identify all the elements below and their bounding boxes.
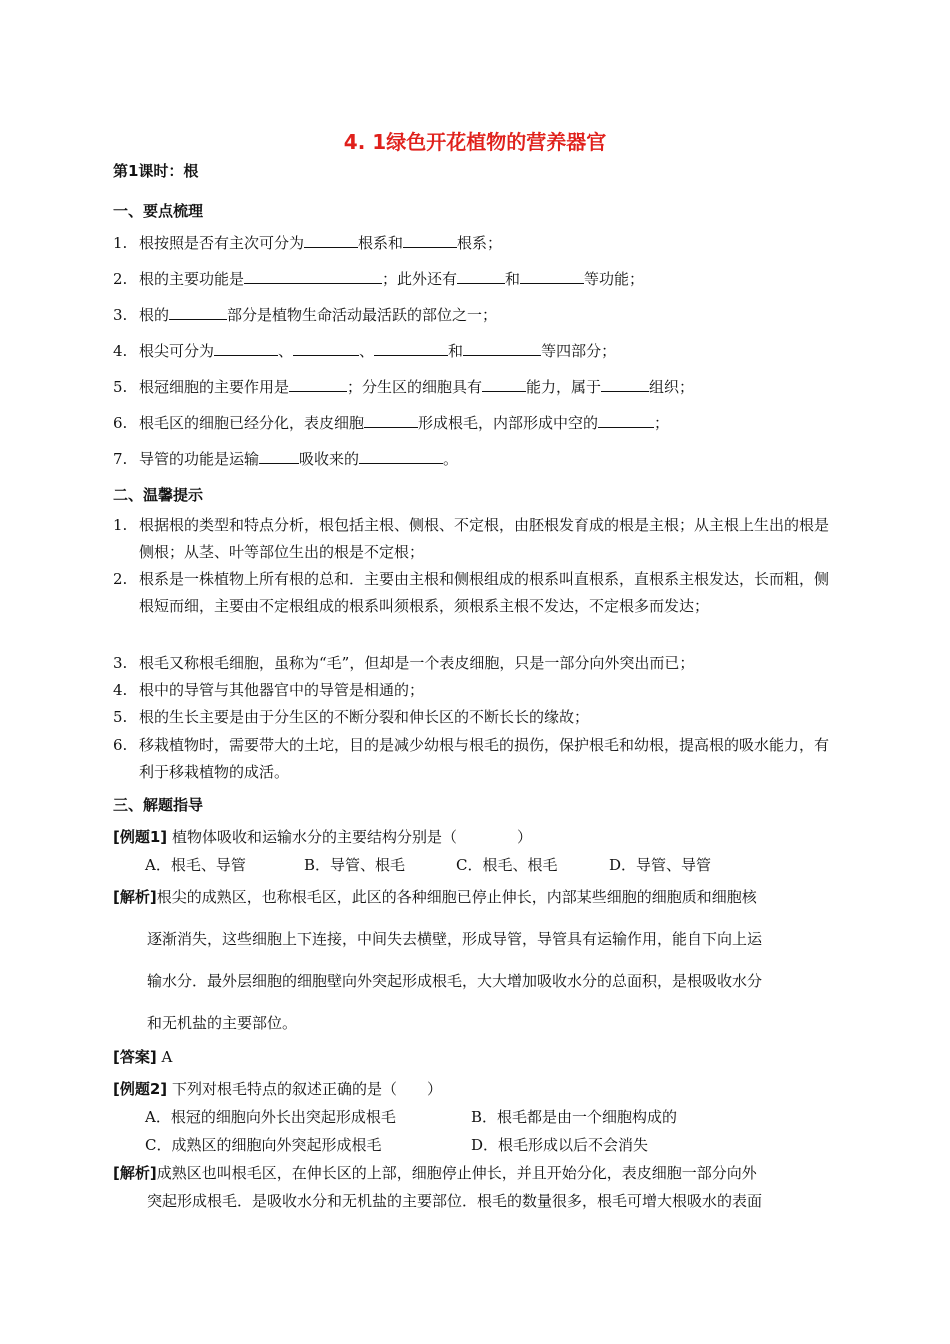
example2-option-d: D．根毛形成以后不会消失 xyxy=(471,1136,649,1154)
section3-heading: 三、解题指导 xyxy=(113,796,204,814)
page-title: 4. 1绿色开花植物的营养器官 xyxy=(343,130,607,154)
example1-option-b: B．导管、根毛 xyxy=(304,856,406,874)
s1-item-7: 7. 导管的功能是运输 吸收来的 。 xyxy=(113,450,459,468)
fill-blank[interactable] xyxy=(463,340,541,356)
s1-item-5: 5. 根冠细胞的主要作用是 ；分生区的细胞具有 能力，属于 组织； xyxy=(113,378,695,396)
example1-analysis-line2: 逐渐消失，这些细胞上下连接，中间失去横壁，形成导管，导管具有运输作用，能自下向上运 xyxy=(147,930,763,948)
fill-blank[interactable] xyxy=(244,268,382,284)
example1-analysis-line4: 和无机盐的主要部位。 xyxy=(147,1014,298,1032)
fill-blank[interactable] xyxy=(520,268,584,284)
example1-option-c: C．根毛、根毛 xyxy=(456,856,558,874)
tip-item: 5. 根的生长主要是由于分生区的不断分裂和伸长区的不断长长的缘故； xyxy=(113,708,590,726)
s1-item-3: 3. 根的 部分是植物生命活动最活跃的部位之一； xyxy=(113,306,498,324)
example1-answer: [答案] A xyxy=(113,1048,173,1066)
s1-item-4: 4. 根尖可分为 、 、 和 等四部分； xyxy=(113,342,617,360)
lesson-subtitle: 第1课时：根 xyxy=(113,162,199,180)
s1-item-1: 1. 根按照是否有主次可分为 根系和 根系； xyxy=(113,234,503,252)
fill-blank[interactable] xyxy=(359,448,443,464)
example1-analysis-line3: 输水分．最外层细胞的细胞壁向外突起形成根毛，大大增加吸收水分的总面积，是根吸收水分 xyxy=(147,972,763,990)
fill-blank[interactable] xyxy=(289,376,347,392)
tip-item: 2. 根系是一株植物上所有根的总和．主要由主根和侧根组成的根系叫直根系，直根系主根发达，长而粗，侧根短而细，主要由不定根组成的根系叫须根系，须根系主根不发达，不定根多而发达； xyxy=(113,570,830,615)
fill-blank[interactable] xyxy=(598,412,654,428)
fill-blank[interactable] xyxy=(601,376,649,392)
fill-blank[interactable] xyxy=(293,340,359,356)
fill-blank[interactable] xyxy=(482,376,526,392)
example2-analysis-line2: 突起形成根毛．是吸收水分和无机盐的主要部位．根毛的数量很多，根毛可增大根吸水的表面 xyxy=(147,1192,763,1210)
section1-heading: 一、要点梳理 xyxy=(113,202,204,220)
tip-item: 4. 根中的导管与其他器官中的导管是相通的； xyxy=(113,681,425,699)
s1-item-2: 2. 根的主要功能是 ；此外还有 和 等功能； xyxy=(113,270,645,288)
example1-question: [例题1] 植物体吸收和运输水分的主要结构分别是（ ） xyxy=(113,828,532,846)
example1-option-a: A．根毛、导管 xyxy=(145,856,246,874)
fill-blank[interactable] xyxy=(259,448,299,464)
fill-blank[interactable] xyxy=(457,268,505,284)
example1-analysis-line1: [解析]根尖的成熟区，也称根毛区，此区的各种细胞已停止伸长，内部某些细胞的细胞质和细胞核 xyxy=(113,888,757,906)
example1-option-d: D．导管、导管 xyxy=(609,856,712,874)
fill-blank[interactable] xyxy=(364,412,418,428)
fill-blank[interactable] xyxy=(169,304,227,320)
tip-item: 3. 根毛又称根毛细胞，虽称为“毛”，但却是一个表皮细胞，只是一部分向外突出而已； xyxy=(113,654,695,672)
example2-option-a: A．根冠的细胞向外长出突起形成根毛 xyxy=(145,1108,396,1126)
fill-blank[interactable] xyxy=(374,340,448,356)
tip-item: 6. 移栽植物时，需要带大的土坨，目的是减少幼根与根毛的损伤，保护根毛和幼根，提高根的吸水能力，有利于移栽植物的成活。 xyxy=(113,736,830,781)
section2-heading: 二、温馨提示 xyxy=(113,486,204,504)
fill-blank[interactable] xyxy=(403,232,457,248)
tip-item: 1. 根据根的类型和特点分析，根包括主根、侧根、不定根，由胚根发育成的根是主根；从主根上生出的根是侧根；从茎、叶等部位生出的根是不定根； xyxy=(113,516,830,561)
example2-analysis-line1: [解析]成熟区也叫根毛区，在伸长区的上部，细胞停止伸长，并且开始分化，表皮细胞一部分向外 xyxy=(113,1164,757,1182)
s1-item-6: 6. 根毛区的细胞已经分化，表皮细胞 形成根毛，内部形成中空的 ； xyxy=(113,414,670,432)
example2-option-c: C．成熟区的细胞向外突起形成根毛 xyxy=(145,1136,382,1154)
fill-blank[interactable] xyxy=(304,232,358,248)
example2-question: [例题2] 下列对根毛特点的叙述正确的是（ ） xyxy=(113,1080,442,1098)
fill-blank[interactable] xyxy=(214,340,278,356)
example2-option-b: B．根毛都是由一个细胞构成的 xyxy=(471,1108,678,1126)
